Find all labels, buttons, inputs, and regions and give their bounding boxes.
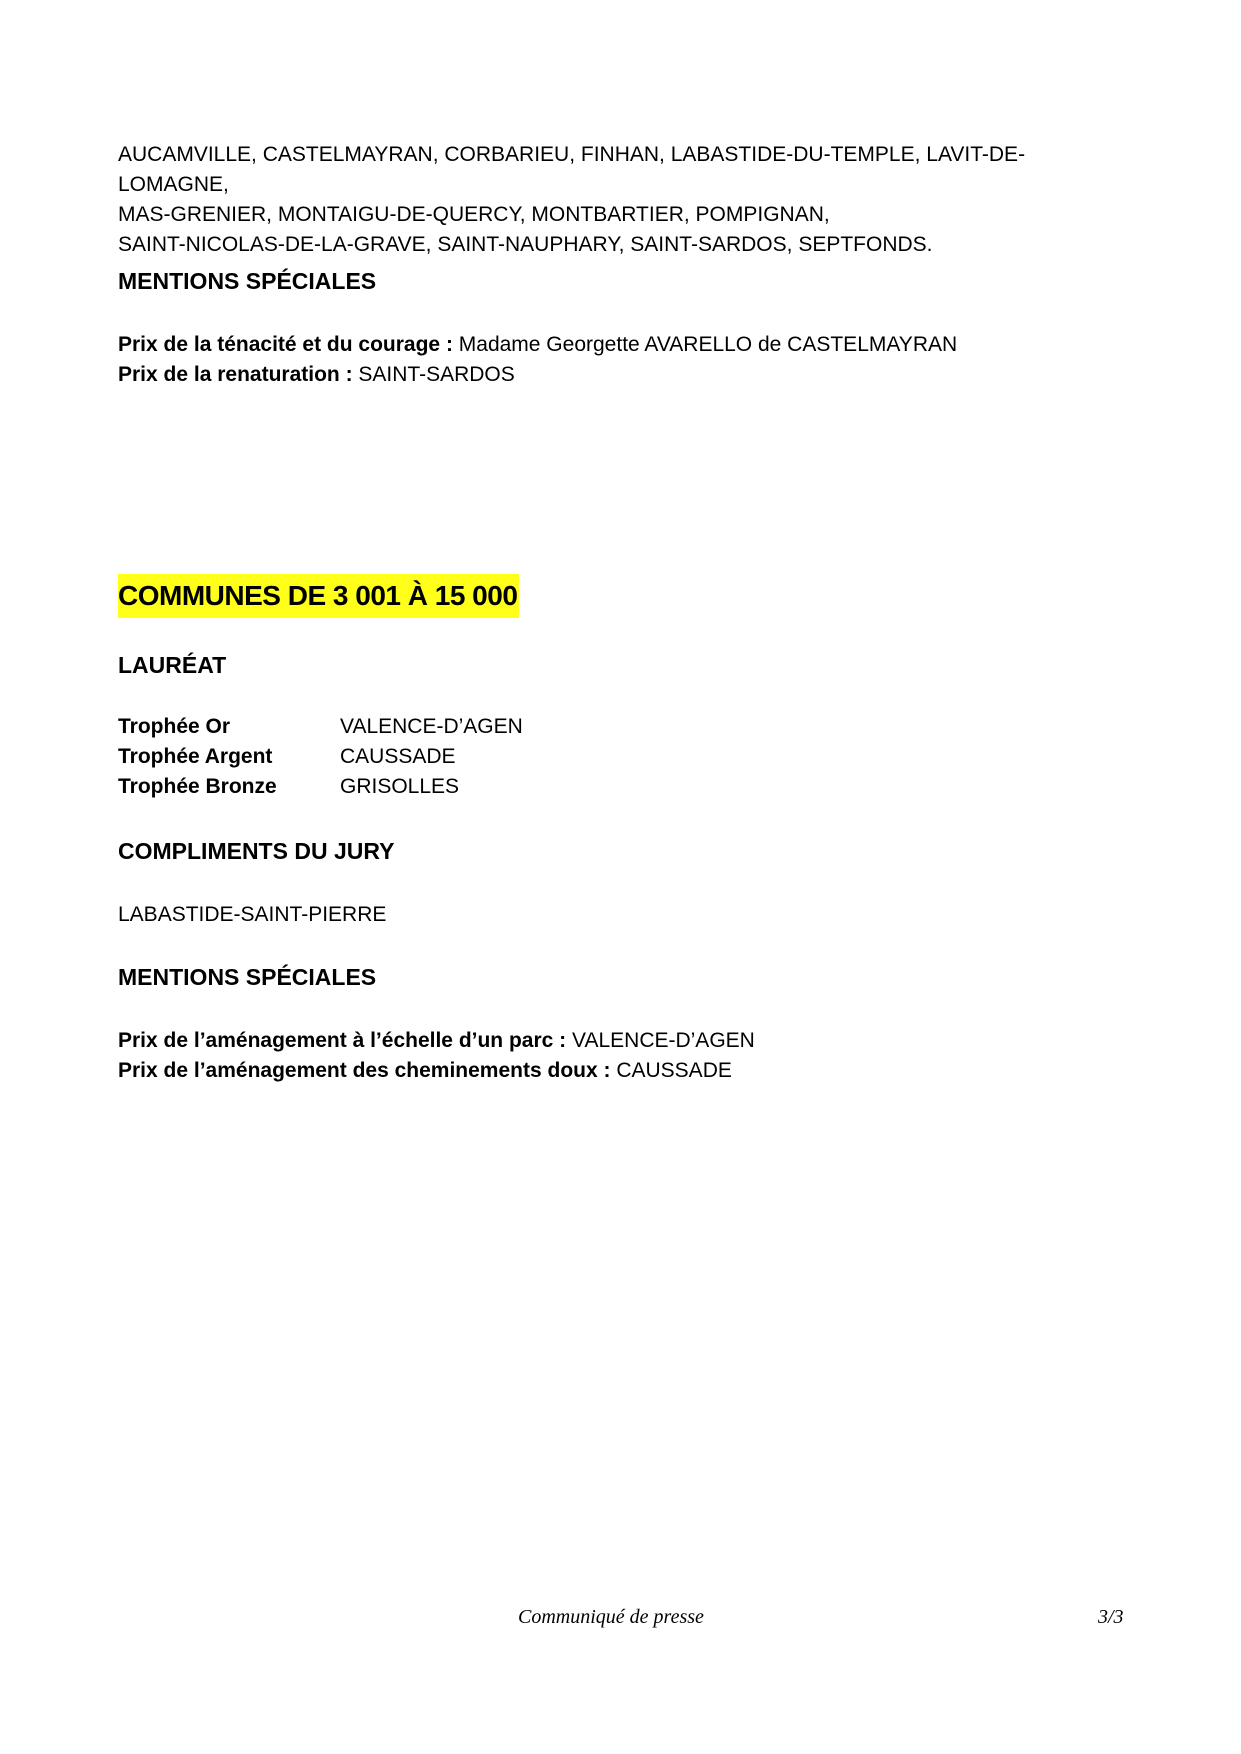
jury-commune: LABASTIDE-SAINT-PIERRE (118, 903, 387, 926)
trophy-commune: CAUSSADE (340, 745, 456, 768)
communes-list (118, 140, 1128, 260)
prize-value: SAINT-SARDOS (352, 363, 515, 386)
footer-title: Communiqué de presse (518, 1606, 704, 1628)
jury-block (118, 836, 1128, 866)
trophy-name: Trophée Or (118, 715, 231, 738)
trophy-row (118, 712, 1128, 742)
prize-line (118, 1056, 1128, 1086)
prize-line (118, 1026, 1128, 1056)
trophy-name: Trophée Argent (118, 745, 273, 768)
page-number: 3/3 (1098, 1606, 1124, 1628)
trophy-row (118, 772, 1128, 802)
trophies-list (118, 712, 1128, 802)
mentions-section-2 (118, 962, 1128, 992)
prize-value: Madame Georgette AVARELLO de CASTELMAYRAN (452, 333, 958, 356)
prize-label: Prix de l’aménagement des cheminements doux : (118, 1059, 611, 1082)
trophy-row (118, 742, 1128, 772)
section-title-block (118, 574, 1128, 618)
prize-value: VALENCE-D’AGEN (566, 1029, 755, 1052)
trophy-commune: GRISOLLES (340, 775, 460, 798)
communes-line: AUCAMVILLE, CASTELMAYRAN, CORBARIEU, FINHAN, LABASTIDE-DU-TEMPLE, LAVIT-DE-LOMAGNE, (118, 143, 1026, 196)
trophy-commune: VALENCE-D’AGEN (340, 715, 523, 738)
prize-label: Prix de l’aménagement à l’échelle d’un parc : (118, 1029, 567, 1052)
mentions-heading: MENTIONS SPÉCIALES (118, 964, 377, 990)
prize-label: Prix de la ténacité et du courage : (118, 333, 453, 356)
prize-value: CAUSSADE (610, 1059, 732, 1082)
mentions-prizes-2 (118, 1026, 1128, 1086)
mentions-prizes-1 (118, 330, 1128, 390)
communes-line: MAS-GRENIER, MONTAIGU-DE-QUERCY, MONTBARTIER, POMPIGNAN, (118, 203, 830, 226)
jury-commune-block (118, 900, 1128, 930)
prize-line (118, 330, 1128, 360)
prize-line (118, 360, 1128, 390)
mentions-heading: MENTIONS SPÉCIALES (118, 268, 377, 294)
mentions-section-1 (118, 266, 1128, 296)
laureat-block (118, 650, 1128, 680)
laureat-heading: LAURÉAT (118, 652, 227, 678)
trophy-name: Trophée Bronze (118, 775, 277, 798)
prize-label: Prix de la renaturation : (118, 363, 353, 386)
communes-line: SAINT-NICOLAS-DE-LA-GRAVE, SAINT-NAUPHARY, SAINT-SARDOS, SEPTFONDS. (118, 233, 933, 256)
jury-heading: COMPLIMENTS DU JURY (118, 838, 395, 864)
page-footer (0, 1606, 1241, 1636)
section-title: COMMUNES DE 3 001 À 15 000 (118, 574, 519, 618)
